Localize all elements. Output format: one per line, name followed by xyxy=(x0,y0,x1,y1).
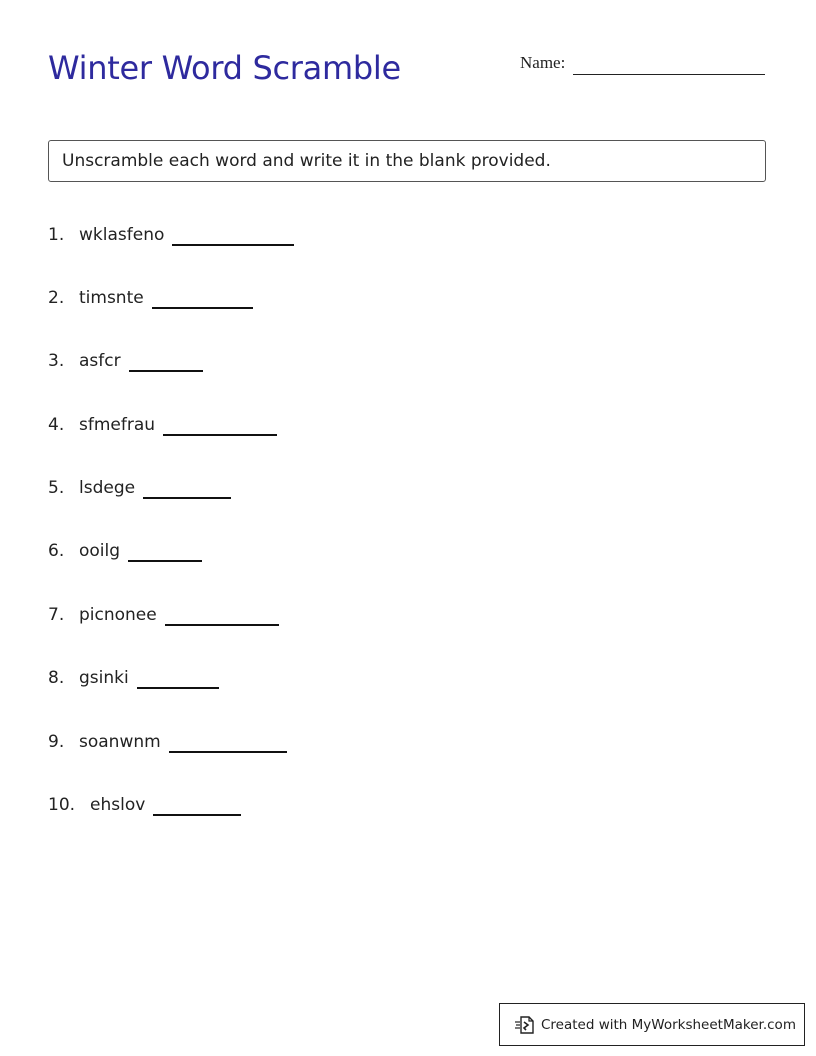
list-item xyxy=(48,731,287,753)
list-item xyxy=(48,604,279,626)
list-item xyxy=(48,224,294,246)
item-number: 8. xyxy=(48,668,65,688)
scrambled-word: lsdege xyxy=(79,478,136,498)
answer-blank[interactable] xyxy=(129,370,203,372)
item-number: 5. xyxy=(48,478,65,498)
answer-blank[interactable] xyxy=(163,434,277,436)
scrambled-word: timsnte xyxy=(79,288,144,308)
item-number: 4. xyxy=(48,415,65,435)
list-item xyxy=(48,414,277,436)
answer-blank[interactable] xyxy=(152,307,253,309)
scrambled-word: sfmefrau xyxy=(79,415,156,435)
list-item xyxy=(48,477,231,499)
scrambled-word: gsinki xyxy=(79,668,129,688)
list-item xyxy=(48,667,219,689)
scrambled-word: wklasfeno xyxy=(79,225,165,245)
answer-blank[interactable] xyxy=(128,560,202,562)
answer-blank[interactable] xyxy=(137,687,219,689)
list-item xyxy=(48,540,202,562)
item-number: 2. xyxy=(48,288,65,308)
name-label: Name: xyxy=(520,53,566,72)
item-number: 6. xyxy=(48,541,65,561)
answer-blank[interactable] xyxy=(169,751,287,753)
page-title: Winter Word Scramble xyxy=(48,49,401,87)
answer-blank[interactable] xyxy=(172,244,294,246)
footer-credit[interactable] xyxy=(499,1003,805,1046)
instructions-text: Unscramble each word and write it in the blank provided. xyxy=(62,151,551,171)
item-number: 7. xyxy=(48,605,65,625)
scrambled-word: ooilg xyxy=(79,541,121,561)
list-item xyxy=(48,287,253,309)
instructions-box xyxy=(48,140,766,182)
item-number: 1. xyxy=(48,225,65,245)
answer-blank[interactable] xyxy=(165,624,279,626)
item-number: 10. xyxy=(48,795,76,815)
scrambled-word: soanwnm xyxy=(79,732,161,752)
scrambled-word: ehslov xyxy=(90,795,146,815)
name-field xyxy=(520,52,765,74)
list-item xyxy=(48,350,203,372)
answer-blank[interactable] xyxy=(153,814,241,816)
item-number: 3. xyxy=(48,351,65,371)
item-number: 9. xyxy=(48,732,65,752)
footer-text: Created with MyWorksheetMaker.com xyxy=(541,1016,796,1033)
scrambled-word: picnonee xyxy=(79,605,157,625)
answer-blank[interactable] xyxy=(143,497,231,499)
list-item xyxy=(48,794,241,816)
scrambled-word: asfcr xyxy=(79,351,121,371)
name-blank-line[interactable] xyxy=(573,74,765,75)
worksheet-maker-logo-icon xyxy=(514,1014,536,1036)
